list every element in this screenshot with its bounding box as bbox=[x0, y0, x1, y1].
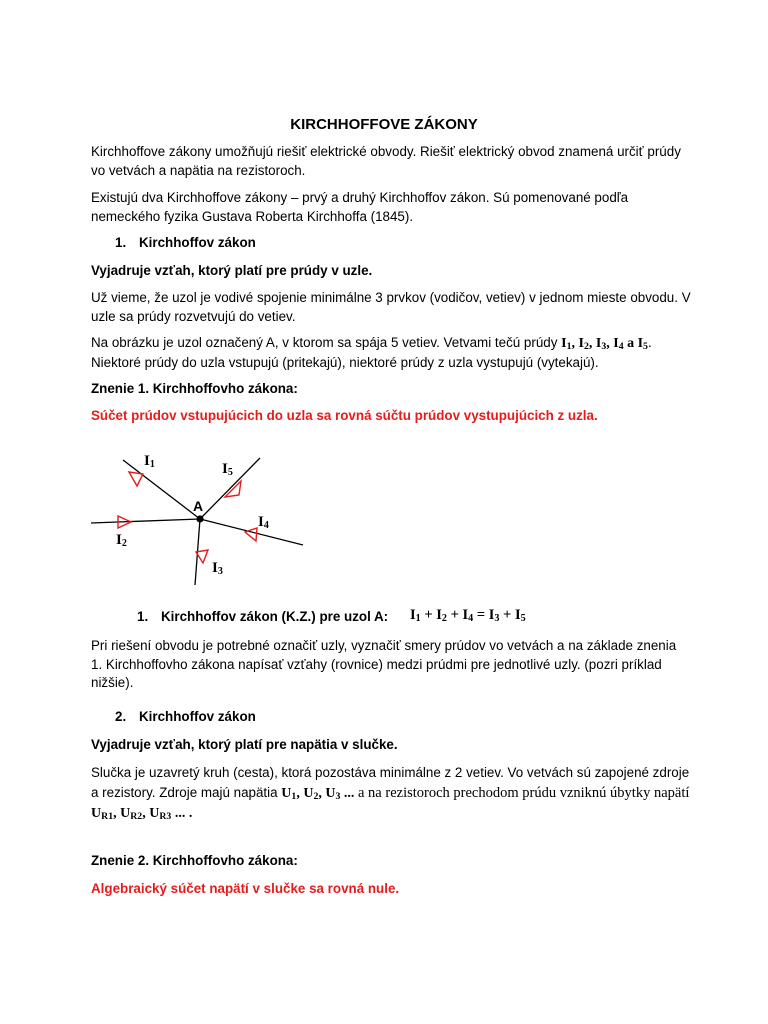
kz-equation: $I_1 + I_2 + I_4 = I_3 + I_5$ bbox=[410, 607, 526, 624]
law1-heading: Kirchhoffov zákon bbox=[139, 235, 256, 250]
label-i3: I3 bbox=[212, 560, 223, 577]
node-a-dot bbox=[196, 515, 203, 522]
label-i2: I2 bbox=[116, 532, 127, 549]
branch-4 bbox=[200, 519, 303, 545]
law1-paragraph-1: Už vieme, že uzol je vodivé spojenie minimálne 3 prvkov (vodičov, vetiev) v jednom mieste obvodu. V uzle sa prúdy rozvetvujú do vetiev. bbox=[91, 290, 691, 324]
law1-number: 1. bbox=[115, 235, 127, 250]
label-i1: I1 bbox=[144, 453, 155, 470]
node-a-label: A bbox=[193, 498, 204, 514]
law1-statement: Súčet prúdov vstupujúcich do uzla sa rovná súčtu prúdov vystupujúcich z uzla. bbox=[91, 408, 598, 423]
law2-statement-label: Znenie 2. Kirchhoffovho zákona: bbox=[91, 853, 298, 868]
currents-list: $I_1$, $I_2$, $I_3$, $I_4$ a $I_5$ bbox=[561, 336, 648, 352]
intro-paragraph-1: Kirchhoffove zákony umožňujú riešiť elektrické obvody. Riešiť elektrický obvod znamená určiť prúdy vo vetvách a napätia na rezistoroch. bbox=[91, 144, 681, 178]
resistor-voltages-list: $U_{R1}$, $U_{R2}$, $U_{R3}$ ... . bbox=[91, 806, 193, 822]
law1-paragraph-3: Pri riešení obvodu je potrebné označiť uzly, vyznačiť smery prúdov vo vetvách a na základe znenia 1. Kirchhoffovho zákona napísať vzťahy (rovnice) medzi prúdmi pre jednotlivé uzly. (pozri príklad nižšie). bbox=[91, 638, 677, 690]
kz-label: Kirchhoffov zákon (K.Z.) pre uzol A: bbox=[161, 609, 389, 624]
law1-statement-label: Znenie 1. Kirchhoffovho zákona: bbox=[91, 381, 298, 396]
law2-heading: Kirchhoffov zákon bbox=[139, 709, 256, 724]
voltages-list: $U_1$, $U_2$, $U_3$ ... bbox=[281, 785, 355, 802]
arrow-i1 bbox=[129, 472, 143, 486]
law1-paragraph-2: Na obrázku je uzol označený A, v ktorom sa spája 5 vetiev. Vetvami tečú prúdy $I_1$, $I_2$, $I_3$, $I_4$ a $I_5$. Niektoré prúdy do uzla vstupujú (pritekajú), niektoré prúdy z uzla vystupujú (vytekajú). bbox=[91, 335, 652, 370]
law2-statement: Algebraický súčet napätí v slučke sa rovná nule. bbox=[91, 881, 400, 896]
node-diagram bbox=[85, 445, 315, 585]
page-title: KIRCHHOFFOVE ZÁKONY bbox=[290, 116, 478, 133]
kz-number: 1. bbox=[137, 609, 149, 624]
label-i5: I5 bbox=[222, 461, 233, 478]
law1-subheading: Vyjadruje vzťah, ktorý platí pre prúdy v uzle. bbox=[91, 263, 373, 278]
intro-paragraph-2: Existujú dva Kirchhoffove zákony – prvý a druhý Kirchhoffov zákon. Sú pomenované podľa nemeckého fyzika Gustava Roberta Kirchhoffa (1845). bbox=[91, 190, 629, 224]
arrow-i5 bbox=[225, 481, 241, 497]
law2-paragraph-1: Slučka je uzavretý kruh (cesta), ktorá pozostáva minimálne z 2 vetiev. Vo vetvách sú zapojené zdroje a rezistory. Zdroje majú napätia $U_1$, $U_2$, $U_3$ ... a na rezistoroch prechodom prúdu vzniknú úbytky napätí $U_{R1}$, $U_{R2}$, $U_{R3}$ ... . bbox=[91, 765, 690, 822]
law2-subheading: Vyjadruje vzťah, ktorý platí pre napätia v slučke. bbox=[91, 737, 398, 752]
arrow-i4 bbox=[245, 528, 257, 541]
branch-1 bbox=[123, 460, 200, 519]
law2-number: 2. bbox=[115, 709, 127, 724]
label-i4: I4 bbox=[258, 514, 269, 531]
branch-2 bbox=[91, 519, 200, 523]
